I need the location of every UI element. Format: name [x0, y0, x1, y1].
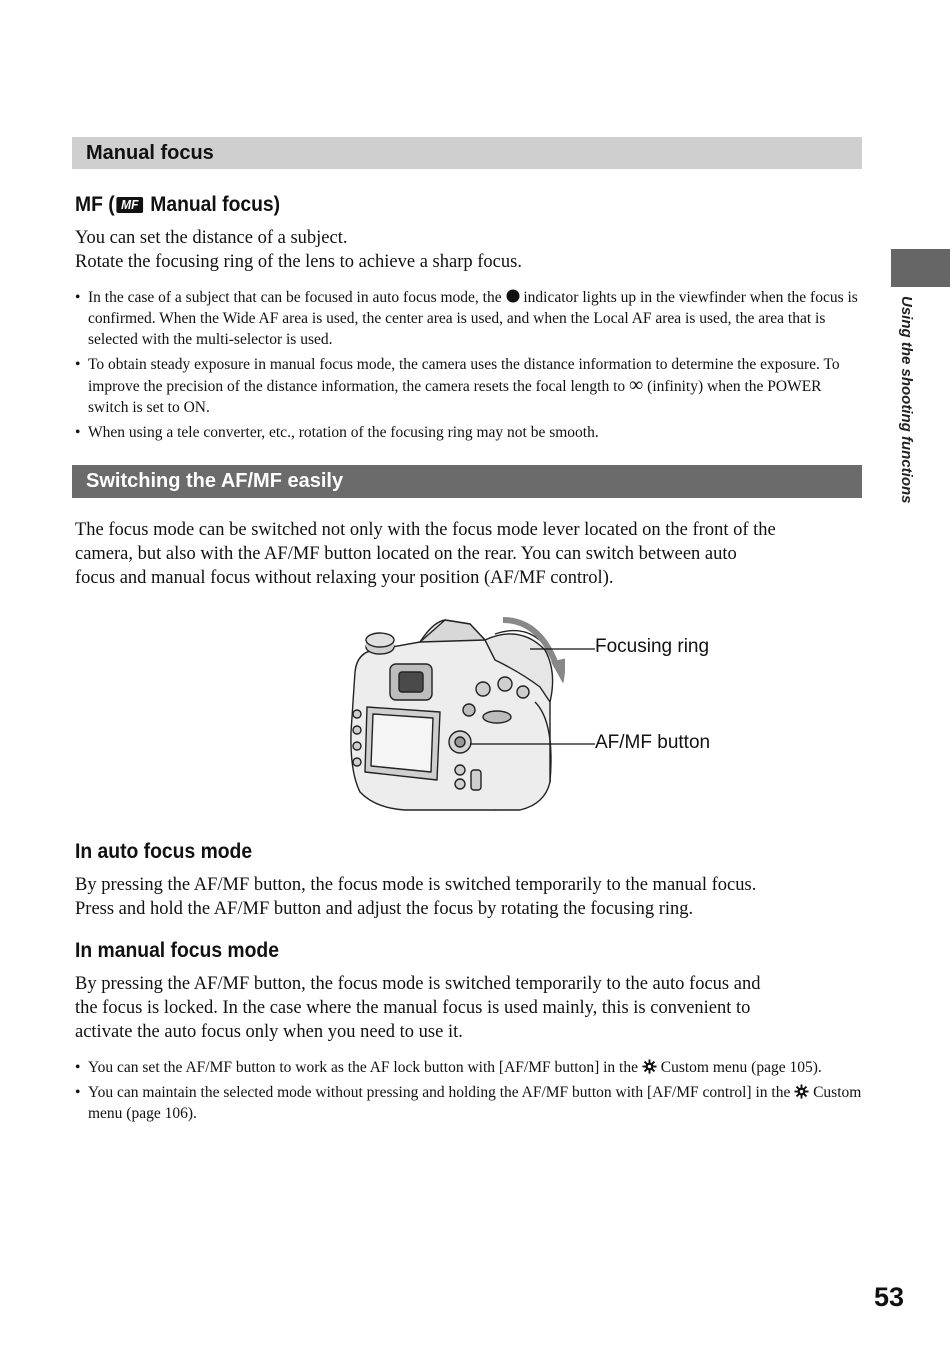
list-item: • To obtain steady exposure in manual focus mode, the camera uses the distance information to determine the exposure. To improve the precision of the distance information, the camera resets the focal length to ∞ (infinity) when the POWER switch is set to ON. [75, 354, 865, 418]
manual-mode-line: the focus is locked. In the case where the manual focus is used mainly, this is convenient to [75, 998, 751, 1018]
page-number: 53 [874, 1282, 905, 1312]
manual-mode-line: activate the auto focus only when you need to use it. [75, 1022, 463, 1042]
auto-mode-line: Press and hold the AF/MF button and adjust the focus by rotating the focusing ring. [75, 899, 694, 919]
mf-heading [75, 193, 280, 217]
infinity-icon: ∞ [629, 374, 644, 396]
section-title-switching-afmf: Switching the AF/MF easily [72, 465, 862, 498]
focus-indicator-icon [506, 289, 520, 303]
list-item: • You can set the AF/MF button to work as the AF lock button with [AF/MF button] in the Custom menu (page 105). [75, 1057, 865, 1078]
list-item: • When using a tele converter, etc., rotation of the focusing ring may not be smooth. [75, 422, 865, 443]
section-title-manual-focus: Manual focus [72, 137, 862, 169]
manual-focus-mode-heading: In manual focus mode [75, 939, 279, 962]
auto-mode-line: By pressing the AF/MF button, the focus mode is switched temporarily to the manual focus. [75, 875, 757, 895]
label-focusing-ring: Focusing ring [595, 636, 710, 657]
switching-intro [75, 518, 865, 590]
label-afmf-button: AF/MF button [595, 732, 711, 753]
custom-menu-icon [794, 1084, 809, 1099]
mf-badge: MF [117, 197, 143, 213]
mf-intro-line: Rotate the focusing ring of the lens to achieve a sharp focus. [75, 252, 522, 272]
mf-intro-line: You can set the distance of a subject. [75, 228, 348, 248]
custom-menu-icon [642, 1059, 657, 1074]
manual-mode-line: By pressing the AF/MF button, the focus mode is switched temporarily to the auto focus and [75, 974, 761, 994]
mf-intro [75, 226, 865, 274]
side-tab-label: Using the shooting functions [898, 296, 915, 504]
manual-mode-notes [75, 1057, 865, 1128]
list-item: • In the case of a subject that can be focused in auto focus mode, the indicator lights up in the viewfinder when the focus is confirmed. When the Wide AF area is used, the center area is used, and when the Local AF area is used, the area that is selected with the multi-selector is used. [75, 287, 865, 350]
switching-intro-line: The focus mode can be switched not only with the focus mode lever located on the front of the [75, 520, 776, 540]
list-item: • You can maintain the selected mode without pressing and holding the AF/MF button with [AF/MF control] in the Custom menu (page 106). [75, 1082, 865, 1124]
mf-notes [75, 287, 865, 447]
camera-figure [345, 612, 725, 817]
manual-focus-mode-text [75, 972, 865, 1044]
auto-focus-mode-heading: In auto focus mode [75, 840, 253, 863]
mf-heading-prefix: MF ( [75, 193, 115, 216]
switching-intro-line: camera, but also with the AF/MF button located on the rear. You can switch between auto [75, 544, 737, 564]
side-tab-marker [891, 249, 950, 287]
switching-intro-line: focus and manual focus without relaxing your position (AF/MF control). [75, 568, 614, 588]
mf-heading-suffix: Manual focus) [144, 193, 281, 216]
auto-focus-mode-text [75, 873, 865, 921]
camera-illustration [345, 612, 565, 817]
